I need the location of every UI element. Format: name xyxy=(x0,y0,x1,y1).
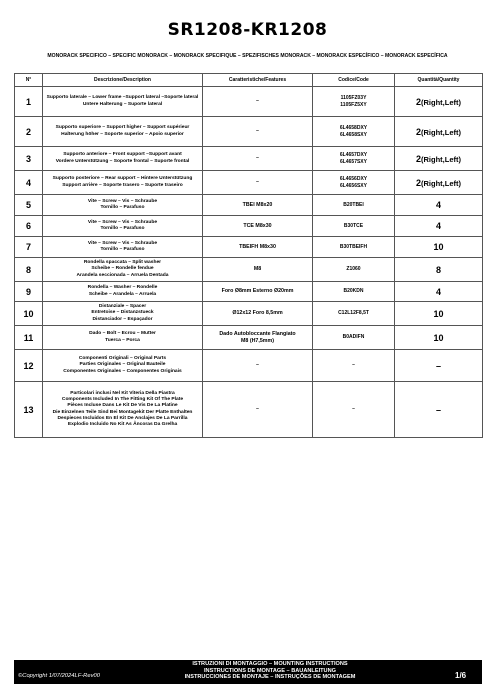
row-code xyxy=(313,87,395,117)
copyright-notice: ©Copyright 1/07/2024LF-Rev00 xyxy=(18,673,100,679)
description-line: Vite – Screw – Vis – Schraube xyxy=(87,198,158,204)
row-number: 13 xyxy=(15,382,43,438)
code-line: C12L12F8,5T xyxy=(338,310,369,317)
description-line: Particolari inclusi Nel Kit Viteria Della Piastra xyxy=(70,390,175,396)
code-line: 6L4656SXY xyxy=(340,182,367,189)
quantity-value: 2 xyxy=(415,126,421,137)
row-number: 9 xyxy=(15,282,43,302)
row-features xyxy=(203,350,313,382)
code-line: 6L4658DXY xyxy=(339,125,368,131)
header-number: N° xyxy=(15,74,43,87)
row-quantity xyxy=(395,195,483,216)
description-line: Tornillo – Parafuso xyxy=(100,205,145,210)
row-features xyxy=(203,302,313,326)
quantity-note: (Right,Left) xyxy=(421,178,461,188)
row-code xyxy=(313,117,395,147)
table-row xyxy=(15,237,483,258)
code-line: – xyxy=(352,406,355,413)
description-line: Explodio Incluido No Kit As Âncoras Da Grelha xyxy=(67,421,178,427)
row-description xyxy=(43,171,203,195)
description-line: Tornillo – Parafuso xyxy=(100,247,145,252)
description-line: Untere Halterung – Suporte lateral xyxy=(82,101,163,107)
quantity-value: 8 xyxy=(435,264,441,275)
row-features xyxy=(203,87,313,117)
row-code xyxy=(313,147,395,171)
row-description xyxy=(43,258,203,282)
parts-table-body xyxy=(15,87,483,438)
footer-instructions xyxy=(170,661,370,681)
quantity-value: 4 xyxy=(435,221,441,231)
table-row xyxy=(15,87,483,117)
row-number: 10 xyxy=(15,302,43,326)
code-line: 6L4658SXY xyxy=(340,131,367,138)
quantity-value: 10 xyxy=(433,332,444,343)
footer-line: INSTRUCCIONES DE MONTAJE – INSTRUÇÕES DE MONTAGEM xyxy=(184,674,356,680)
row-features xyxy=(203,326,313,350)
description-line: Vite – Screw – Vis – Schraube xyxy=(87,219,158,225)
description-line: Entretoise – Distanzstueck xyxy=(91,310,154,316)
features-line: M8 xyxy=(253,266,262,273)
description-line: Vordere Unterstützung – Soporte frontal – Suporte frontal xyxy=(55,158,190,164)
description-line: Despieces Incluidos En El Kit De Anclajes De La Parrilla xyxy=(57,415,188,421)
code-line: B0ADIFN xyxy=(342,334,365,341)
row-features xyxy=(203,282,313,302)
footer-line: INSTRUCTIONS DE MONTAGE – BAUANLEITUNG xyxy=(204,667,336,674)
description-line: Pièces Incluse Dans Le Kit De Vis De La Platine xyxy=(67,403,178,409)
row-description xyxy=(43,237,203,258)
row-number: 3 xyxy=(15,147,43,171)
row-quantity xyxy=(395,326,483,350)
row-number: 4 xyxy=(15,171,43,195)
features-line: – xyxy=(256,179,259,186)
description-line: Rondella – Washer – Rondelle xyxy=(87,285,158,291)
code-line: B20TBEI xyxy=(343,201,364,208)
row-description xyxy=(43,87,203,117)
row-quantity xyxy=(395,87,483,117)
description-line: Die Einzelnen Teile Sind Bei Montagekit Der Platte Enthalten xyxy=(52,409,193,415)
row-description xyxy=(43,326,203,350)
row-code xyxy=(313,195,395,216)
quantity-note: (Right,Left) xyxy=(421,154,461,164)
code-line: B30TCE xyxy=(343,222,364,229)
row-number: 12 xyxy=(15,350,43,382)
footer-line: ISTRUZIONI DI MONTAGGIO – MOUNTING INSTRUCTIONS xyxy=(192,661,348,667)
row-number: 1 xyxy=(15,87,43,117)
row-quantity xyxy=(395,258,483,282)
description-line: Rondella spaccata – Split washer xyxy=(83,260,162,266)
row-number: 2 xyxy=(15,117,43,147)
row-description xyxy=(43,117,203,147)
features-line: Dado Autobloccante Flangiato xyxy=(219,331,296,337)
row-code xyxy=(313,326,395,350)
quantity-value: 2 xyxy=(415,96,421,107)
row-number: 5 xyxy=(15,195,43,216)
description-line: Distanziale – Spacer xyxy=(98,304,147,310)
description-line: Supporto posteriore – Rear support – Hintere Unterstützung xyxy=(52,176,193,182)
quantity-value: 4 xyxy=(435,200,441,210)
table-row xyxy=(15,282,483,302)
features-line: – xyxy=(256,406,259,413)
row-code xyxy=(313,302,395,326)
row-features xyxy=(203,382,313,438)
row-features xyxy=(203,147,313,171)
features-line: Foro Ø8mm Esterno Ø20mm xyxy=(221,288,294,295)
row-features xyxy=(203,195,313,216)
description-line: Tornillo – Parafuso xyxy=(100,226,145,231)
header-features: Caratteristiche/Features xyxy=(203,74,313,87)
quantity-value: 2 xyxy=(415,153,421,164)
row-features xyxy=(203,117,313,147)
row-number: 8 xyxy=(15,258,43,282)
description-line: Vite – Screw – Vis – Schraube xyxy=(87,240,158,246)
quantity-value: – xyxy=(435,360,441,371)
quantity-value: 2 xyxy=(415,177,421,188)
row-quantity xyxy=(395,282,483,302)
table-row xyxy=(15,117,483,147)
quantity-value: – xyxy=(435,404,441,415)
row-quantity xyxy=(395,302,483,326)
features-line: TBEI M8x20 xyxy=(242,201,273,208)
header-quantity: Quantità/Quantity xyxy=(395,74,483,87)
table-row xyxy=(15,171,483,195)
description-line: Components Included In The Fitting Kit Of The Plate xyxy=(61,397,184,403)
table-row xyxy=(15,302,483,326)
row-features xyxy=(203,171,313,195)
code-line: 6L4657DXY xyxy=(339,152,368,158)
row-features xyxy=(203,216,313,237)
code-line: 6L4656DXY xyxy=(339,176,368,182)
code-line: 1105FZ5XY xyxy=(340,101,367,108)
description-line: Halterung höher – Soporte superior – Apoio superior xyxy=(61,131,184,137)
row-description xyxy=(43,302,203,326)
header-code: Codice/Code xyxy=(313,74,395,87)
table-row xyxy=(15,382,483,438)
row-code xyxy=(313,350,395,382)
row-description xyxy=(43,216,203,237)
table-row xyxy=(15,258,483,282)
features-line: – xyxy=(256,98,259,105)
code-line: B20KDN xyxy=(343,288,364,295)
table-row xyxy=(15,326,483,350)
description-line: Tuerca – Porca xyxy=(105,337,140,343)
quantity-value: 10 xyxy=(433,242,444,252)
code-line: 1105FZ03Y xyxy=(340,95,367,101)
table-row xyxy=(15,216,483,237)
row-code xyxy=(313,237,395,258)
quantity-note: (Right,Left) xyxy=(421,97,461,107)
row-quantity xyxy=(395,117,483,147)
row-code xyxy=(313,216,395,237)
row-quantity xyxy=(395,382,483,438)
code-line: B30TBEIFH xyxy=(339,243,368,250)
row-quantity xyxy=(395,171,483,195)
description-line: Scheibe – Rondelle fendue xyxy=(91,266,154,272)
parts-table xyxy=(14,73,483,438)
code-line: – xyxy=(352,362,355,369)
quantity-value: 10 xyxy=(433,308,444,319)
page-title: SR1208-KR1208 xyxy=(167,20,328,40)
row-code xyxy=(313,258,395,282)
row-quantity xyxy=(395,350,483,382)
table-row xyxy=(15,195,483,216)
row-features xyxy=(203,237,313,258)
row-description xyxy=(43,195,203,216)
features-line: – xyxy=(256,155,259,162)
row-quantity xyxy=(395,147,483,171)
row-description xyxy=(43,382,203,438)
features-line: – xyxy=(256,362,259,369)
features-line: – xyxy=(256,128,259,135)
description-line: Distanciador – Espaçador xyxy=(92,316,153,322)
description-line: Dado – Bolt – Ecrou – Mutter xyxy=(89,331,156,337)
row-quantity xyxy=(395,237,483,258)
table-row xyxy=(15,350,483,382)
row-code xyxy=(313,171,395,195)
row-description xyxy=(43,147,203,171)
row-number: 6 xyxy=(15,216,43,237)
description-line: Supporto superiore – Support higher – Support supérieur xyxy=(55,125,190,131)
description-line: Componentes Originales – Componentes Originais xyxy=(63,368,182,374)
description-line: Parties Originales – Original Bauteile xyxy=(79,362,166,368)
code-line: Z1060 xyxy=(346,266,361,273)
page-subtitle: MONORACK SPECIFICO – SPECIFIC MONORACK – MONORACK SPECIFIQUE – SPEZIFISCHES MONORACK – MONORACK ESPECÍFICO – MONORACK ESPECÍFICA xyxy=(47,53,448,59)
page-number: 1/6 xyxy=(455,671,467,680)
features-line: M8 (H7,5mm) xyxy=(241,337,274,344)
description-line: Scheibe – Arandela – Arruela xyxy=(88,291,157,297)
row-code xyxy=(313,282,395,302)
table-row xyxy=(15,147,483,171)
description-line: Support arrière – Soporte trasero – Suporte traseiro xyxy=(62,182,183,188)
quantity-value: 4 xyxy=(435,286,441,297)
features-line: TCE M8x30 xyxy=(243,222,272,229)
description-line: Arandela seccionada – Arruela Dentada xyxy=(76,272,169,278)
features-line: TBEIFH M8x30 xyxy=(239,243,276,250)
row-quantity xyxy=(395,216,483,237)
quantity-note: (Right,Left) xyxy=(421,127,461,137)
row-code xyxy=(313,382,395,438)
description-line: Supporto anteriore – Front support –Support avant xyxy=(63,152,182,158)
row-description xyxy=(43,282,203,302)
header-description: Descrizione/Description xyxy=(43,74,203,87)
features-line: Ø12x12 Foro 8,5mm xyxy=(232,310,283,317)
description-line: Supporto laterale – Lower frame –Support lateral –Soporte lateral xyxy=(46,95,199,101)
row-description xyxy=(43,350,203,382)
row-features xyxy=(203,258,313,282)
row-number: 7 xyxy=(15,237,43,258)
description-line: Componenti Originali – Original Parts xyxy=(78,356,167,362)
row-number: 11 xyxy=(15,326,43,350)
table-header-row xyxy=(15,74,483,87)
code-line: 6L4657SXY xyxy=(340,158,367,165)
